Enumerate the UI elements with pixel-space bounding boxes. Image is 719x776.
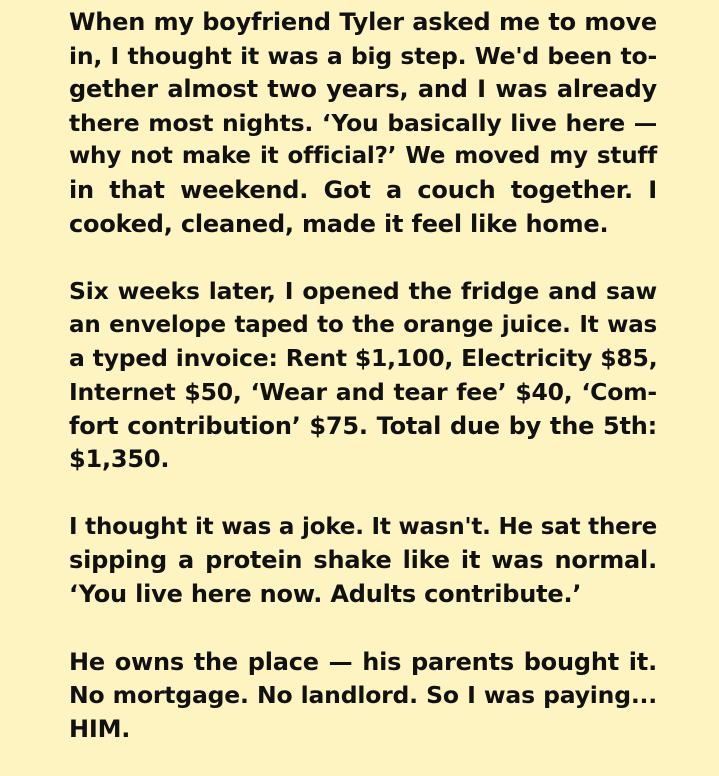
text-line: $1,350. — [69, 445, 170, 474]
paragraph-joke — [69, 511, 657, 612]
paragraph-move-in — [69, 6, 657, 241]
text-line: gether almost two years, and I was already — [69, 75, 657, 104]
story-text — [69, 6, 657, 746]
text-line: a typed invoice: Rent $1,100, Electricity $85, — [69, 344, 658, 373]
text-line: there most nights. ‘You basically live here — — [69, 108, 657, 137]
text-line: He owns the place — his parents bought it. — [69, 647, 657, 676]
paragraph-owner — [69, 646, 657, 747]
text-line: Six weeks later, I opened the fridge and saw — [69, 277, 657, 306]
text-line: Internet $50, ‘Wear and tear fee’ $40, ‘Com- — [69, 377, 657, 406]
text-line: why not make it official?’ We moved my stuff — [69, 143, 657, 170]
text-line: HIM. — [69, 714, 131, 743]
text-line: When my boyfriend Tyler asked me to move — [69, 8, 657, 36]
text-line: in that weekend. Got a couch together. I — [69, 175, 657, 204]
text-line: an envelope taped to the orange juice. It was — [69, 311, 657, 338]
paragraph-invoice — [69, 275, 657, 477]
text-line: in, I thought it was a big step. We'd been to- — [69, 41, 657, 70]
text-line: ‘You live here now. Adults contribute.’ — [69, 579, 582, 608]
text-line: No mortgage. No landlord. So I was paying... — [69, 681, 657, 710]
text-line: cooked, cleaned, made it feel like home. — [69, 209, 609, 238]
text-line: I thought it was a joke. It wasn't. He sat there — [69, 513, 658, 540]
text-line: sipping a protein shake like it was normal. — [69, 546, 657, 575]
text-line: fort contribution’ $75. Total due by the 5th: — [69, 411, 657, 440]
